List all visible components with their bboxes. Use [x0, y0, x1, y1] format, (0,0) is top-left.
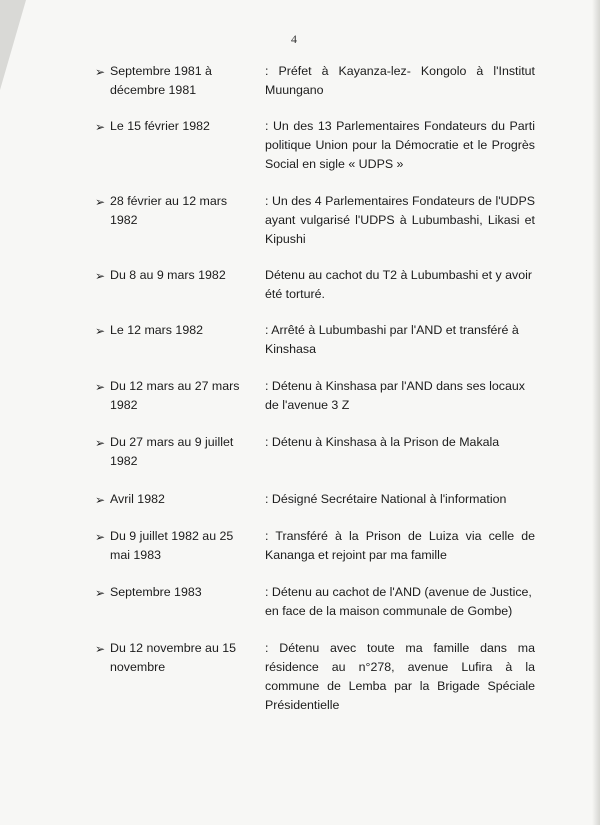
entry-description: : Désigné Secrétaire National à l'information — [265, 492, 507, 506]
entry-date: Du 27 mars au 9 juillet 1982 — [110, 435, 234, 468]
arrow-bullet-icon: ➢ — [95, 493, 106, 507]
arrow-bullet-icon: ➢ — [95, 65, 106, 79]
entry-description: : Détenu avec toute ma famille dans ma résidence au n°278, avenue Lufira à la commune de Lemba par la Brigade Spéciale Présidentielle — [265, 641, 535, 712]
arrow-bullet-icon: ➢ — [95, 530, 106, 544]
entry-description: : Transféré à la Prison de Luiza via celle de Kananga et rejoint par ma famille — [265, 529, 535, 562]
arrow-bullet-icon: ➢ — [95, 380, 106, 394]
entry-date: Du 12 novembre au 15 novembre — [110, 641, 237, 674]
arrow-bullet-icon: ➢ — [95, 120, 106, 134]
entry-date: Du 8 au 9 mars 1982 — [110, 268, 226, 282]
entry-date: Du 12 mars au 27 mars 1982 — [110, 379, 240, 412]
entry-description: : Un des 4 Parlementaires Fondateurs de l'UDPS ayant vulgarisé l'UDPS à Lubumbashi, Likasi et Kipushi — [265, 194, 535, 246]
arrow-bullet-icon: ➢ — [95, 436, 106, 450]
entry-description: : Un des 13 Parlementaires Fondateurs du Parti politique Union pour la Démocratie et le Progrès Social en sigle « UDPS » — [265, 119, 535, 171]
page-edge-shadow — [592, 0, 600, 825]
entry-description: : Arrêté à Lubumbashi par l'AND et transféré à Kinshasa — [265, 323, 519, 356]
entry-description: Détenu au cachot du T2 à Lubumbashi et y avoir été torturé. — [265, 268, 533, 301]
entry-date: Du 9 juillet 1982 au 25 mai 1983 — [110, 529, 234, 562]
entry-date: Le 15 février 1982 — [110, 119, 210, 133]
entry-date: Septembre 1983 — [110, 585, 202, 599]
entry-date: Avril 1982 — [110, 492, 165, 506]
folded-corner — [0, 0, 26, 90]
entry-date: Septembre 1981 à décembre 1981 — [110, 64, 212, 97]
arrow-bullet-icon: ➢ — [95, 269, 106, 283]
arrow-bullet-icon: ➢ — [95, 642, 106, 656]
entry-description: : Préfet à Kayanza-lez- Kongolo à l'Institut Muungano — [265, 64, 535, 97]
arrow-bullet-icon: ➢ — [95, 195, 106, 209]
entry-date: Le 12 mars 1982 — [110, 323, 203, 337]
arrow-bullet-icon: ➢ — [95, 324, 106, 338]
entry-description: : Détenu au cachot de l'AND (avenue de Justice, en face de la maison communale de Gombe) — [265, 585, 532, 618]
entry-date: 28 février au 12 mars 1982 — [110, 194, 228, 227]
arrow-bullet-icon: ➢ — [95, 586, 106, 600]
entry-description: : Détenu à Kinshasa à la Prison de Makala — [265, 435, 500, 449]
page-number: 4 — [291, 32, 297, 46]
entry-description: : Détenu à Kinshasa par l'AND dans ses locaux de l'avenue 3 Z — [265, 379, 525, 412]
